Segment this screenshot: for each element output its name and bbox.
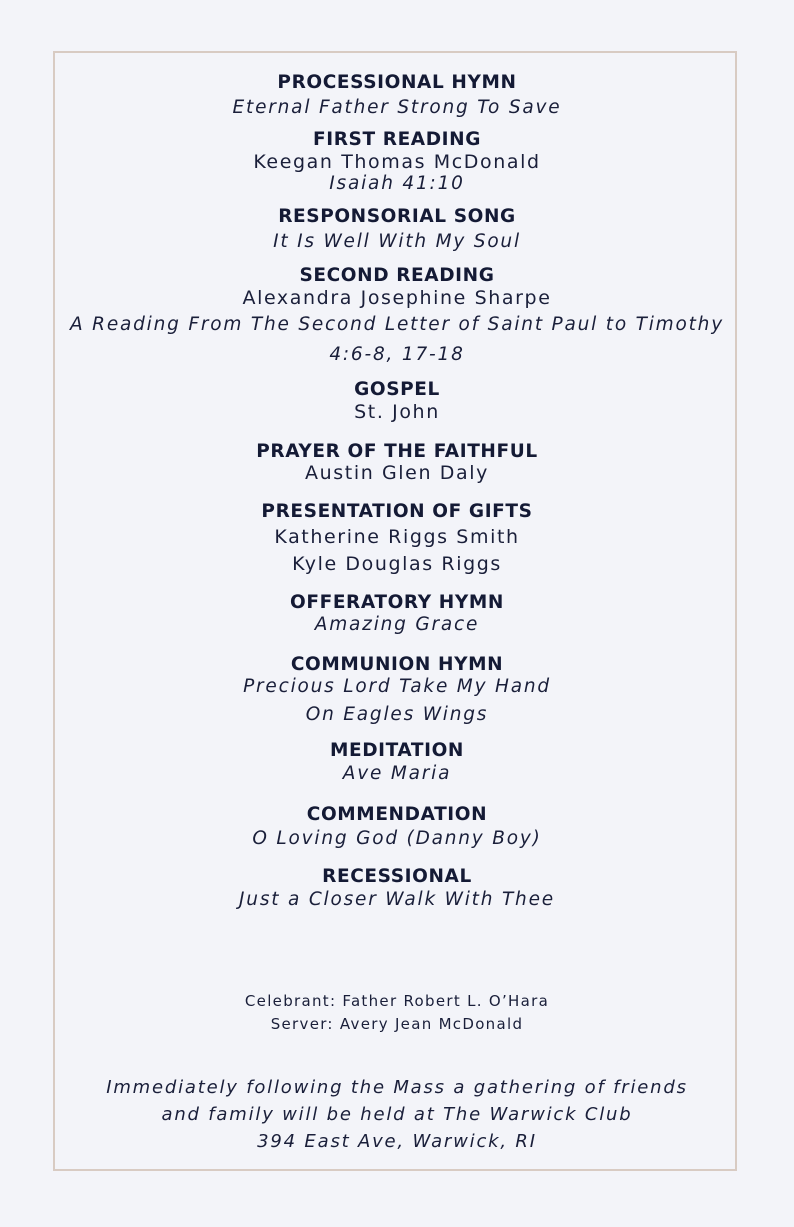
section-line: Precious Lord Take My Hand xyxy=(243,676,551,697)
section-prayer-of-the-faithful xyxy=(55,441,739,483)
section-heading: FIRST READING xyxy=(312,129,482,150)
section-presentation-of-gifts xyxy=(55,501,739,578)
section-line: Austin Glen Daly xyxy=(305,462,489,484)
celebrant-credit: Celebrant: Father Robert L. O’Hara xyxy=(244,992,550,1010)
section-gospel xyxy=(55,379,739,423)
section-line: A Reading From The Second Letter of Saint Paul to Timothy xyxy=(70,314,724,335)
section-offeratory-hymn xyxy=(55,592,739,636)
section-communion-hymn xyxy=(55,654,739,732)
section-line: On Eagles Wings xyxy=(305,704,489,725)
section-heading: OFFERATORY HYMN xyxy=(290,592,504,613)
section-line: It Is Well With My Soul xyxy=(273,231,521,252)
note-line: Immediately following the Mass a gathering of friends xyxy=(106,1077,688,1098)
reception-note xyxy=(55,1074,739,1155)
section-responsorial-song xyxy=(55,206,739,256)
section-heading: RECESSIONAL xyxy=(322,866,472,887)
section-first-reading xyxy=(55,129,739,195)
note-line: and family will be held at The Warwick Club xyxy=(161,1104,633,1125)
section-heading: PRESENTATION OF GIFTS xyxy=(261,501,533,522)
section-second-reading xyxy=(55,265,739,369)
note-address: 394 East Ave, Warwick, RI xyxy=(257,1131,537,1152)
section-line: 4:6-8, 17-18 xyxy=(329,344,465,365)
server-credit: Server: Avery Jean McDonald xyxy=(270,1015,524,1033)
section-line: Eternal Father Strong To Save xyxy=(232,97,562,118)
section-line: Isaiah 41:10 xyxy=(329,173,465,194)
section-line: Ave Maria xyxy=(342,763,452,784)
section-processional-hymn xyxy=(55,72,739,122)
section-line: Kyle Douglas Riggs xyxy=(292,553,502,575)
section-heading: COMMENDATION xyxy=(306,804,488,825)
section-line: O Loving God (Danny Boy) xyxy=(252,828,542,849)
section-heading: MEDITATION xyxy=(329,740,465,761)
section-heading: PROCESSIONAL HYMN xyxy=(277,72,517,93)
section-heading: GOSPEL xyxy=(354,379,440,400)
section-recessional xyxy=(55,866,739,912)
section-line: Amazing Grace xyxy=(314,614,480,635)
section-line: St. John xyxy=(354,401,440,423)
section-line: Keegan Thomas McDonald xyxy=(253,151,541,173)
credits xyxy=(55,990,739,1036)
section-meditation xyxy=(55,740,739,786)
section-heading: COMMUNION HYMN xyxy=(290,654,504,675)
section-heading: SECOND READING xyxy=(299,265,495,286)
section-heading: RESPONSORIAL SONG xyxy=(278,206,516,227)
section-commendation xyxy=(55,804,739,852)
section-heading: PRAYER OF THE FAITHFUL xyxy=(256,441,538,462)
section-line: Alexandra Josephine Sharpe xyxy=(242,287,552,309)
section-line: Katherine Riggs Smith xyxy=(274,526,520,548)
section-line: Just a Closer Walk With Thee xyxy=(239,889,555,910)
order-of-service xyxy=(55,72,739,912)
